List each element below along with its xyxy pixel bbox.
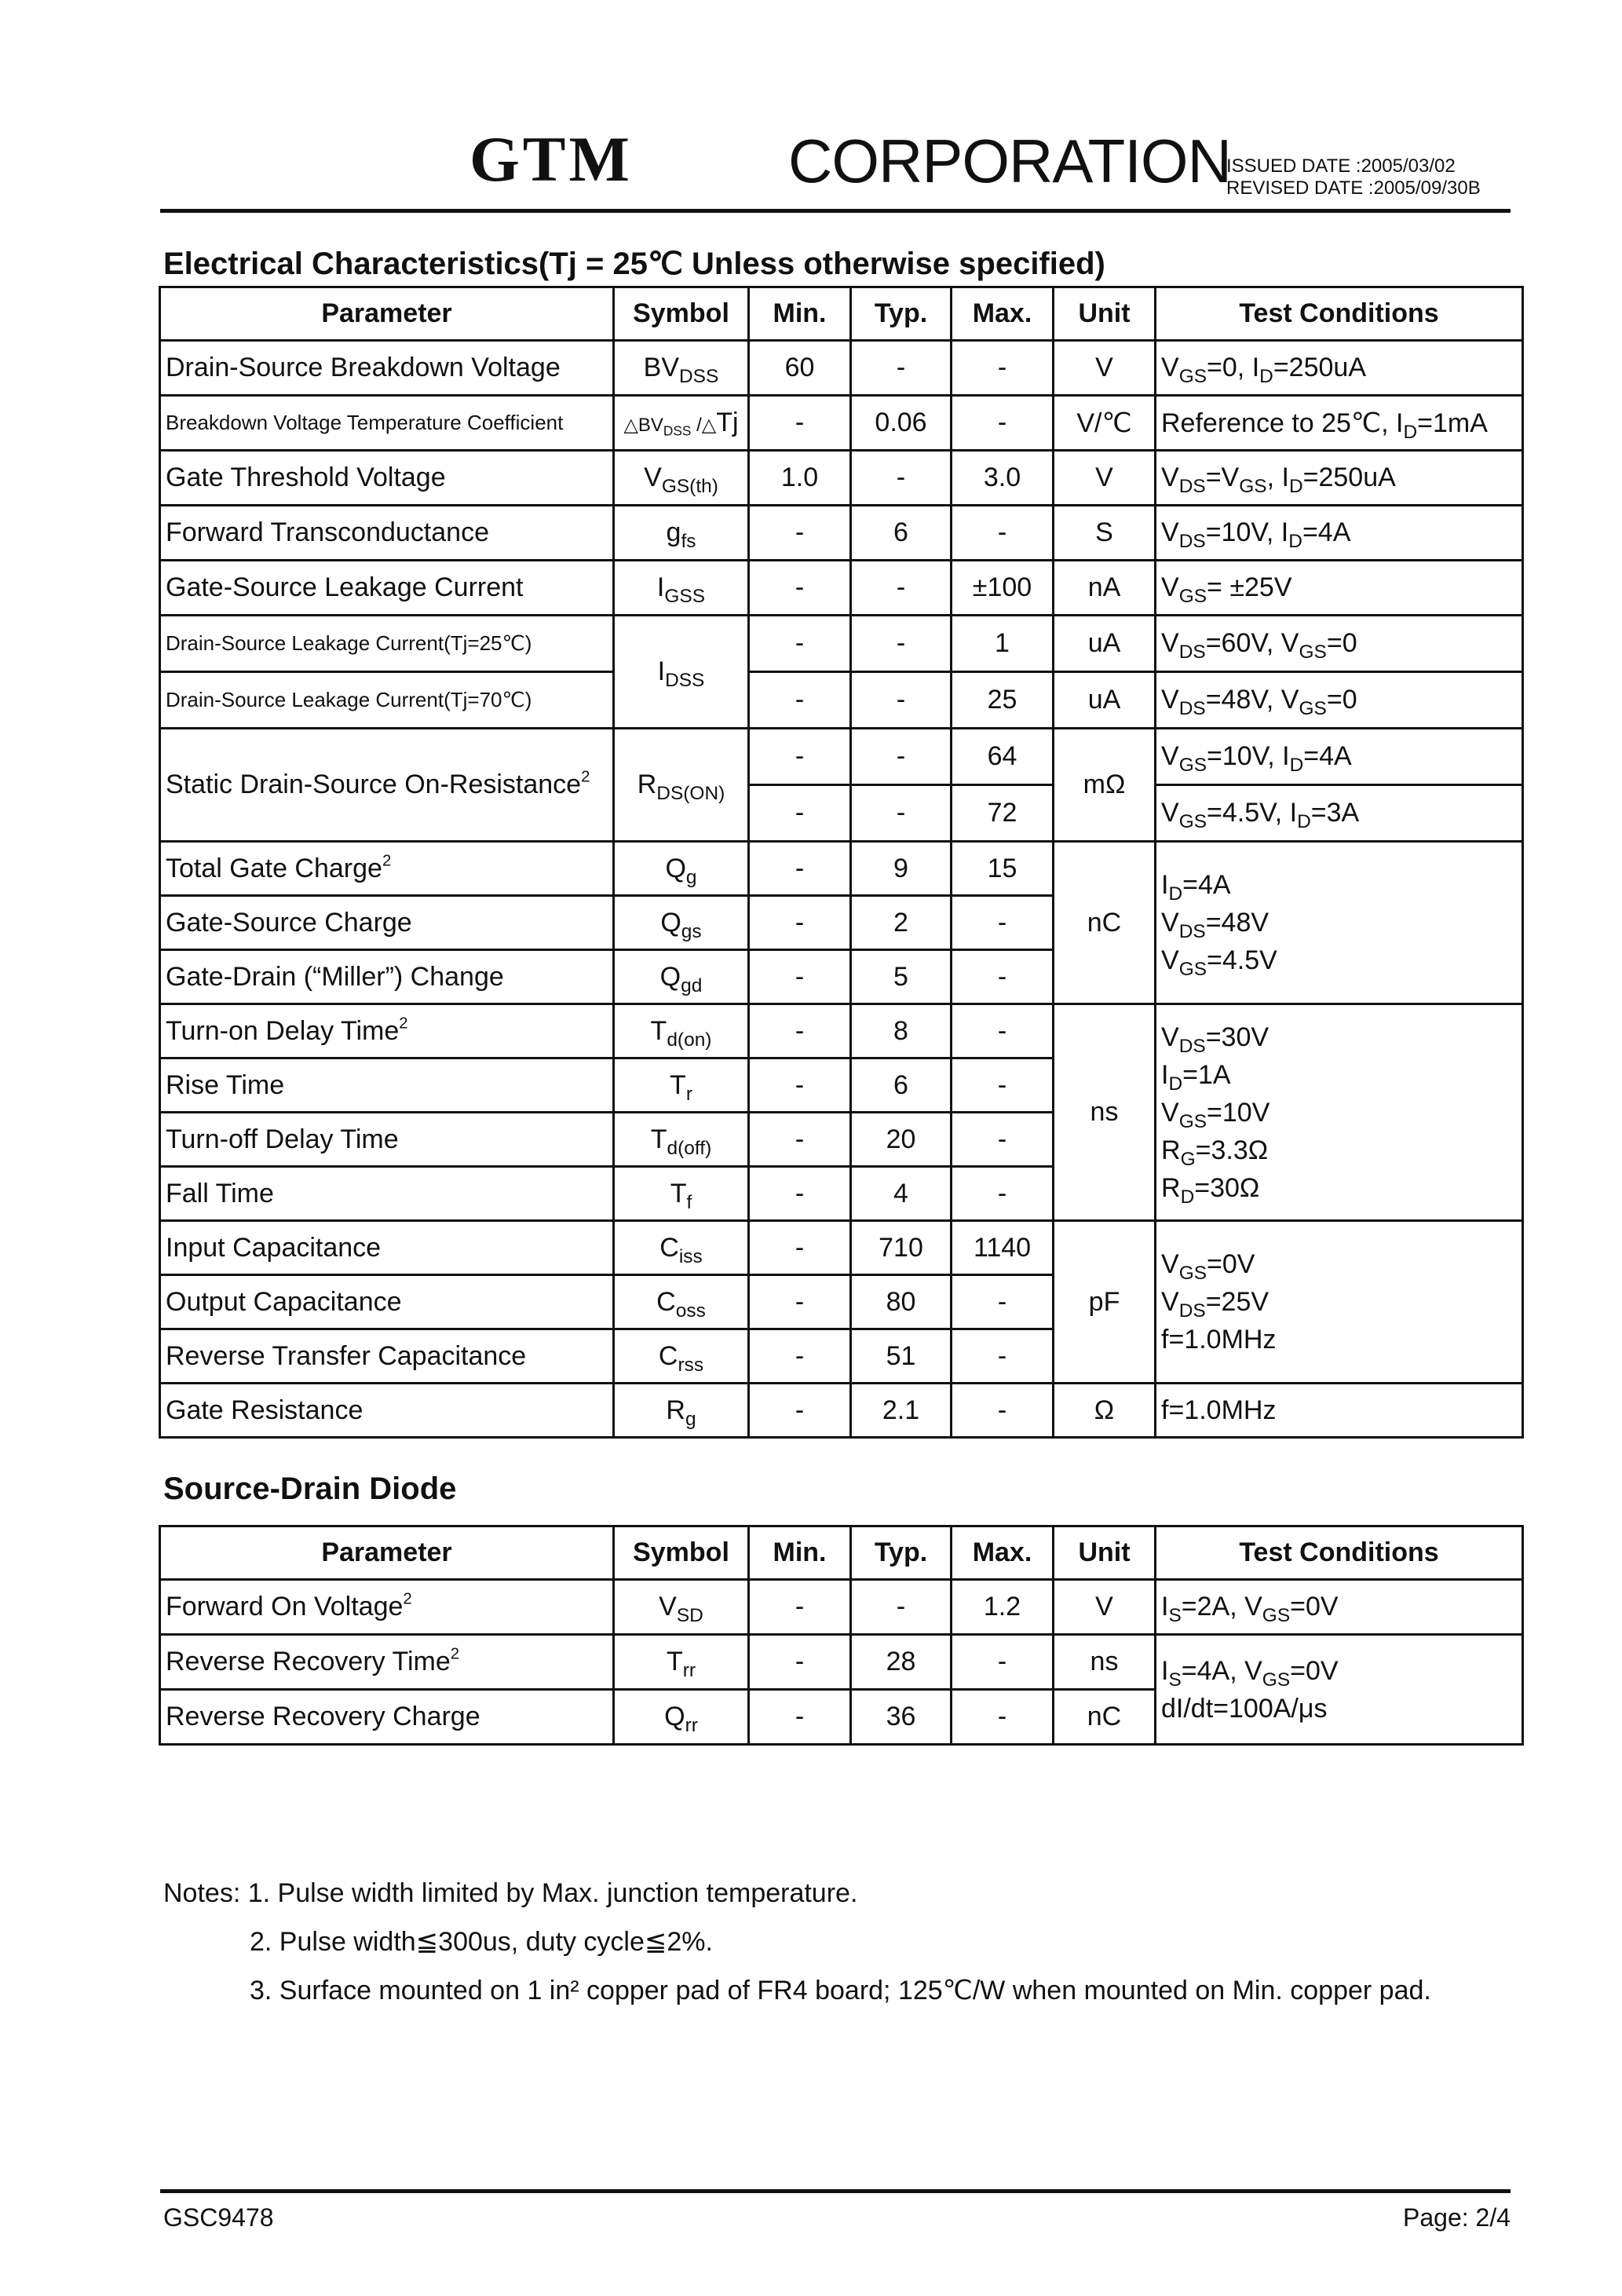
typ-cell: 710 [851, 1221, 952, 1275]
conditions-cell: $V_{GS}=0V$ $V_{DS}=25V$ f=1.0MHz [1156, 1221, 1523, 1384]
conditions-cell: $V_{DS}=60V$, $V_{GS}=0$ [1156, 616, 1523, 672]
max-cell: 3.0 [952, 451, 1054, 506]
symbol-cell: $g_{fs}$ [614, 506, 749, 561]
max-cell: - [952, 1167, 1054, 1221]
max-cell: 64 [952, 729, 1054, 785]
brand-logo: GTM [469, 123, 633, 195]
conditions-cell: $V_{GS}=10V$, $I_D=4A$ [1156, 729, 1523, 785]
column-header: Max. [952, 287, 1054, 341]
source-drain-diode-table [159, 1525, 1524, 1746]
unit-cell: uA [1054, 616, 1156, 672]
electrical-characteristics-title: Electrical Characteristics(Tj = 25℃ Unless otherwise specified) [163, 247, 1105, 281]
max-cell: 1.2 [952, 1580, 1054, 1635]
table-row [160, 672, 1523, 729]
typ-cell: 6 [851, 506, 952, 561]
unit-cell: uA [1054, 672, 1156, 729]
parameter-cell: Drain-Source Breakdown Voltage [160, 341, 614, 396]
table-header-row [160, 287, 1523, 341]
parameter-cell: Input Capacitance [160, 1221, 614, 1275]
max-cell: 25 [952, 672, 1054, 729]
min-cell: - [749, 1580, 851, 1635]
column-header: Parameter [160, 287, 614, 341]
parameter-cell: Gate Resistance [160, 1384, 614, 1438]
electrical-characteristics-table [159, 286, 1524, 1439]
column-header: Typ. [851, 1526, 952, 1580]
typ-cell: - [851, 561, 952, 616]
corporation-title: CORPORATION [788, 126, 1231, 196]
symbol-cell: $T_r$ [614, 1058, 749, 1113]
min-cell: - [749, 1004, 851, 1058]
typ-cell: - [851, 616, 952, 672]
min-cell: - [749, 1635, 851, 1690]
max-cell: - [952, 1635, 1054, 1690]
conditions-cell: $V_{GS}= \pm 25V$ [1156, 561, 1523, 616]
parameter-cell: Gate-Source Charge [160, 896, 614, 950]
conditions-cell: Reference to 25℃, $I_D=1mA$ [1156, 396, 1523, 451]
max-cell: - [952, 1690, 1054, 1745]
conditions-cell: $I_D=4A$ $V_{DS}=48V$ $V_{GS}=4.5V$ [1156, 842, 1523, 1004]
typ-cell: 8 [851, 1004, 952, 1058]
typ-cell: - [851, 341, 952, 396]
revised-date: REVISED DATE :2005/09/30B [1226, 177, 1481, 199]
symbol-cell: $T_{rr}$ [614, 1635, 749, 1690]
parameter-cell: Breakdown Voltage Temperature Coefficient [160, 396, 614, 451]
column-header: Unit [1054, 287, 1156, 341]
footer-divider [160, 2189, 1511, 2193]
table-row [160, 1384, 1523, 1438]
table-row [160, 842, 1523, 896]
conditions-cell: $I_S=4A$, $V_{GS}=0V$ dI/dt=100A/μs [1156, 1635, 1523, 1745]
max-cell: - [952, 341, 1054, 396]
typ-cell: 5 [851, 950, 952, 1004]
conditions-cell: $V_{GS}=0$, $I_D=250uA$ [1156, 341, 1523, 396]
min-cell: - [749, 896, 851, 950]
min-cell: - [749, 1329, 851, 1384]
max-cell: - [952, 396, 1054, 451]
conditions-cell: $V_{DS}=30V$ $I_D=1A$ $V_{GS}=10V$ $R_G=3.3\Omega$ $R_D=30\Omega$ [1156, 1004, 1523, 1221]
min-cell: - [749, 1275, 851, 1329]
column-header: Symbol [614, 287, 749, 341]
min-cell: - [749, 729, 851, 785]
parameter-cell: Gate Threshold Voltage [160, 451, 614, 506]
symbol-cell: $T_f$ [614, 1167, 749, 1221]
unit-cell: V/℃ [1054, 396, 1156, 451]
typ-cell: - [851, 785, 952, 842]
symbol-cell: $Q_{gd}$ [614, 950, 749, 1004]
symbol-cell: $Q_{gs}$ [614, 896, 749, 950]
min-cell: - [749, 1384, 851, 1438]
notes [163, 1869, 1431, 2015]
typ-cell: - [851, 729, 952, 785]
parameter-cell: Forward On Voltage$^2$ [160, 1580, 614, 1635]
min-cell: - [749, 396, 851, 451]
min-cell: - [749, 1113, 851, 1167]
min-cell: - [749, 1221, 851, 1275]
symbol-cell: $BV_{DSS}$ [614, 341, 749, 396]
page-number: Page: 2/4 [1403, 2203, 1511, 2232]
table-row [160, 341, 1523, 396]
unit-cell: ns [1054, 1635, 1156, 1690]
max-cell: 72 [952, 785, 1054, 842]
parameter-cell: Gate-Drain (“Miller”) Change [160, 950, 614, 1004]
column-header: Symbol [614, 1526, 749, 1580]
table-row [160, 616, 1523, 672]
document-id: GSC9478 [163, 2203, 274, 2232]
symbol-cell: $C_{rss}$ [614, 1329, 749, 1384]
parameter-cell: Reverse Transfer Capacitance [160, 1329, 614, 1384]
issued-date: ISSUED DATE :2005/03/02 [1226, 155, 1456, 177]
table-row [160, 506, 1523, 561]
symbol-cell: $V_{SD}$ [614, 1580, 749, 1635]
table-row [160, 396, 1523, 451]
parameter-cell: Output Capacitance [160, 1275, 614, 1329]
column-header: Min. [749, 1526, 851, 1580]
min-cell: - [749, 842, 851, 896]
parameter-cell: Static Drain-Source On-Resistance$^2$ [160, 729, 614, 842]
min-cell: - [749, 672, 851, 729]
parameter-cell: Drain-Source Leakage Current(Tj=70℃) [160, 672, 614, 729]
parameter-cell: Rise Time [160, 1058, 614, 1113]
unit-cell: V [1054, 451, 1156, 506]
column-header: Max. [952, 1526, 1054, 1580]
typ-cell: 6 [851, 1058, 952, 1113]
unit-cell: nA [1054, 561, 1156, 616]
conditions-cell: $V_{GS}=4.5V$, $I_D=3A$ [1156, 785, 1523, 842]
min-cell: 60 [749, 341, 851, 396]
typ-cell: 20 [851, 1113, 952, 1167]
conditions-cell: $V_{DS}=48V$, $V_{GS}=0$ [1156, 672, 1523, 729]
symbol-cell: $R_{DS(ON)}$ [614, 729, 749, 842]
parameter-cell: Reverse Recovery Time$^2$ [160, 1635, 614, 1690]
typ-cell: - [851, 672, 952, 729]
column-header: Test Conditions [1156, 1526, 1523, 1580]
min-cell: - [749, 616, 851, 672]
min-cell: - [749, 785, 851, 842]
column-header: Unit [1054, 1526, 1156, 1580]
max-cell: - [952, 1275, 1054, 1329]
max-cell: - [952, 506, 1054, 561]
typ-cell: - [851, 1580, 952, 1635]
unit-cell: S [1054, 506, 1156, 561]
parameter-cell: Fall Time [160, 1167, 614, 1221]
header-divider [160, 209, 1511, 213]
symbol-cell: $I_{DSS}$ [614, 616, 749, 729]
typ-cell: 28 [851, 1635, 952, 1690]
max-cell: - [952, 950, 1054, 1004]
symbol-cell: $R_g$ [614, 1384, 749, 1438]
unit-cell: V [1054, 341, 1156, 396]
parameter-cell: Reverse Recovery Charge [160, 1690, 614, 1745]
symbol-cell: $C_{iss}$ [614, 1221, 749, 1275]
max-cell: - [952, 1384, 1054, 1438]
typ-cell: 2 [851, 896, 952, 950]
parameter-cell: Forward Transconductance [160, 506, 614, 561]
typ-cell: 4 [851, 1167, 952, 1221]
note-1: Notes: 1. Pulse width limited by Max. junction temperature. [163, 1878, 858, 1908]
conditions-cell: $V_{DS}=10V$, $I_D=4A$ [1156, 506, 1523, 561]
min-cell: - [749, 506, 851, 561]
max-cell: - [952, 1058, 1054, 1113]
note-3: 3. Surface mounted on 1 in² copper pad of FR4 board; 125℃/W when mounted on Min. copper pad. [250, 1976, 1431, 2005]
note-2: 2. Pulse width≦300us, duty cycle≦2%. [250, 1927, 713, 1957]
parameter-cell: Gate-Source Leakage Current [160, 561, 614, 616]
symbol-cell: $I_{GSS}$ [614, 561, 749, 616]
min-cell: - [749, 1690, 851, 1745]
symbol-cell: $Q_{rr}$ [614, 1690, 749, 1745]
table-row [160, 1221, 1523, 1275]
symbol-cell: $C_{oss}$ [614, 1275, 749, 1329]
max-cell: - [952, 1113, 1054, 1167]
table-row [160, 1580, 1523, 1635]
table-row [160, 561, 1523, 616]
max-cell: ±100 [952, 561, 1054, 616]
table-row [160, 729, 1523, 785]
symbol-cell: $T_{d(off)}$ [614, 1113, 749, 1167]
typ-cell: 80 [851, 1275, 952, 1329]
min-cell: - [749, 950, 851, 1004]
symbol-cell: $Q_g$ [614, 842, 749, 896]
unit-cell: Ω [1054, 1384, 1156, 1438]
parameter-cell: Total Gate Charge$^2$ [160, 842, 614, 896]
parameter-cell: Drain-Source Leakage Current(Tj=25℃) [160, 616, 614, 672]
min-cell: 1.0 [749, 451, 851, 506]
min-cell: - [749, 561, 851, 616]
unit-cell: pF [1054, 1221, 1156, 1384]
unit-cell: nC [1054, 842, 1156, 1004]
conditions-cell: $I_S=2A$, $V_{GS}=0V$ [1156, 1580, 1523, 1635]
source-drain-diode-title: Source-Drain Diode [163, 1472, 457, 1506]
typ-cell: 36 [851, 1690, 952, 1745]
table-header-row [160, 1526, 1523, 1580]
symbol-cell: $\triangle BV_{DSS}$ /△Tj [614, 396, 749, 451]
parameter-cell: Turn-on Delay Time$^2$ [160, 1004, 614, 1058]
max-cell: - [952, 896, 1054, 950]
typ-cell: - [851, 451, 952, 506]
column-header: Parameter [160, 1526, 614, 1580]
column-header: Min. [749, 287, 851, 341]
table-row [160, 451, 1523, 506]
max-cell: 1 [952, 616, 1054, 672]
conditions-cell: $V_{DS}=V_{GS}$, $I_D=250uA$ [1156, 451, 1523, 506]
symbol-cell: $T_{d(on)}$ [614, 1004, 749, 1058]
symbol-cell: $V_{GS(th)}$ [614, 451, 749, 506]
unit-cell: nC [1054, 1690, 1156, 1745]
max-cell: 15 [952, 842, 1054, 896]
column-header: Typ. [851, 287, 952, 341]
typ-cell: 9 [851, 842, 952, 896]
min-cell: - [749, 1167, 851, 1221]
typ-cell: 51 [851, 1329, 952, 1384]
unit-cell: V [1054, 1580, 1156, 1635]
conditions-cell: f=1.0MHz [1156, 1384, 1523, 1438]
max-cell: 1140 [952, 1221, 1054, 1275]
typ-cell: 0.06 [851, 396, 952, 451]
table-row [160, 1635, 1523, 1690]
max-cell: - [952, 1329, 1054, 1384]
column-header: Test Conditions [1156, 287, 1523, 341]
max-cell: - [952, 1004, 1054, 1058]
min-cell: - [749, 1058, 851, 1113]
unit-cell: mΩ [1054, 729, 1156, 842]
parameter-cell: Turn-off Delay Time [160, 1113, 614, 1167]
typ-cell: 2.1 [851, 1384, 952, 1438]
unit-cell: ns [1054, 1004, 1156, 1221]
document-dates [1226, 155, 1481, 199]
table-row [160, 1004, 1523, 1058]
